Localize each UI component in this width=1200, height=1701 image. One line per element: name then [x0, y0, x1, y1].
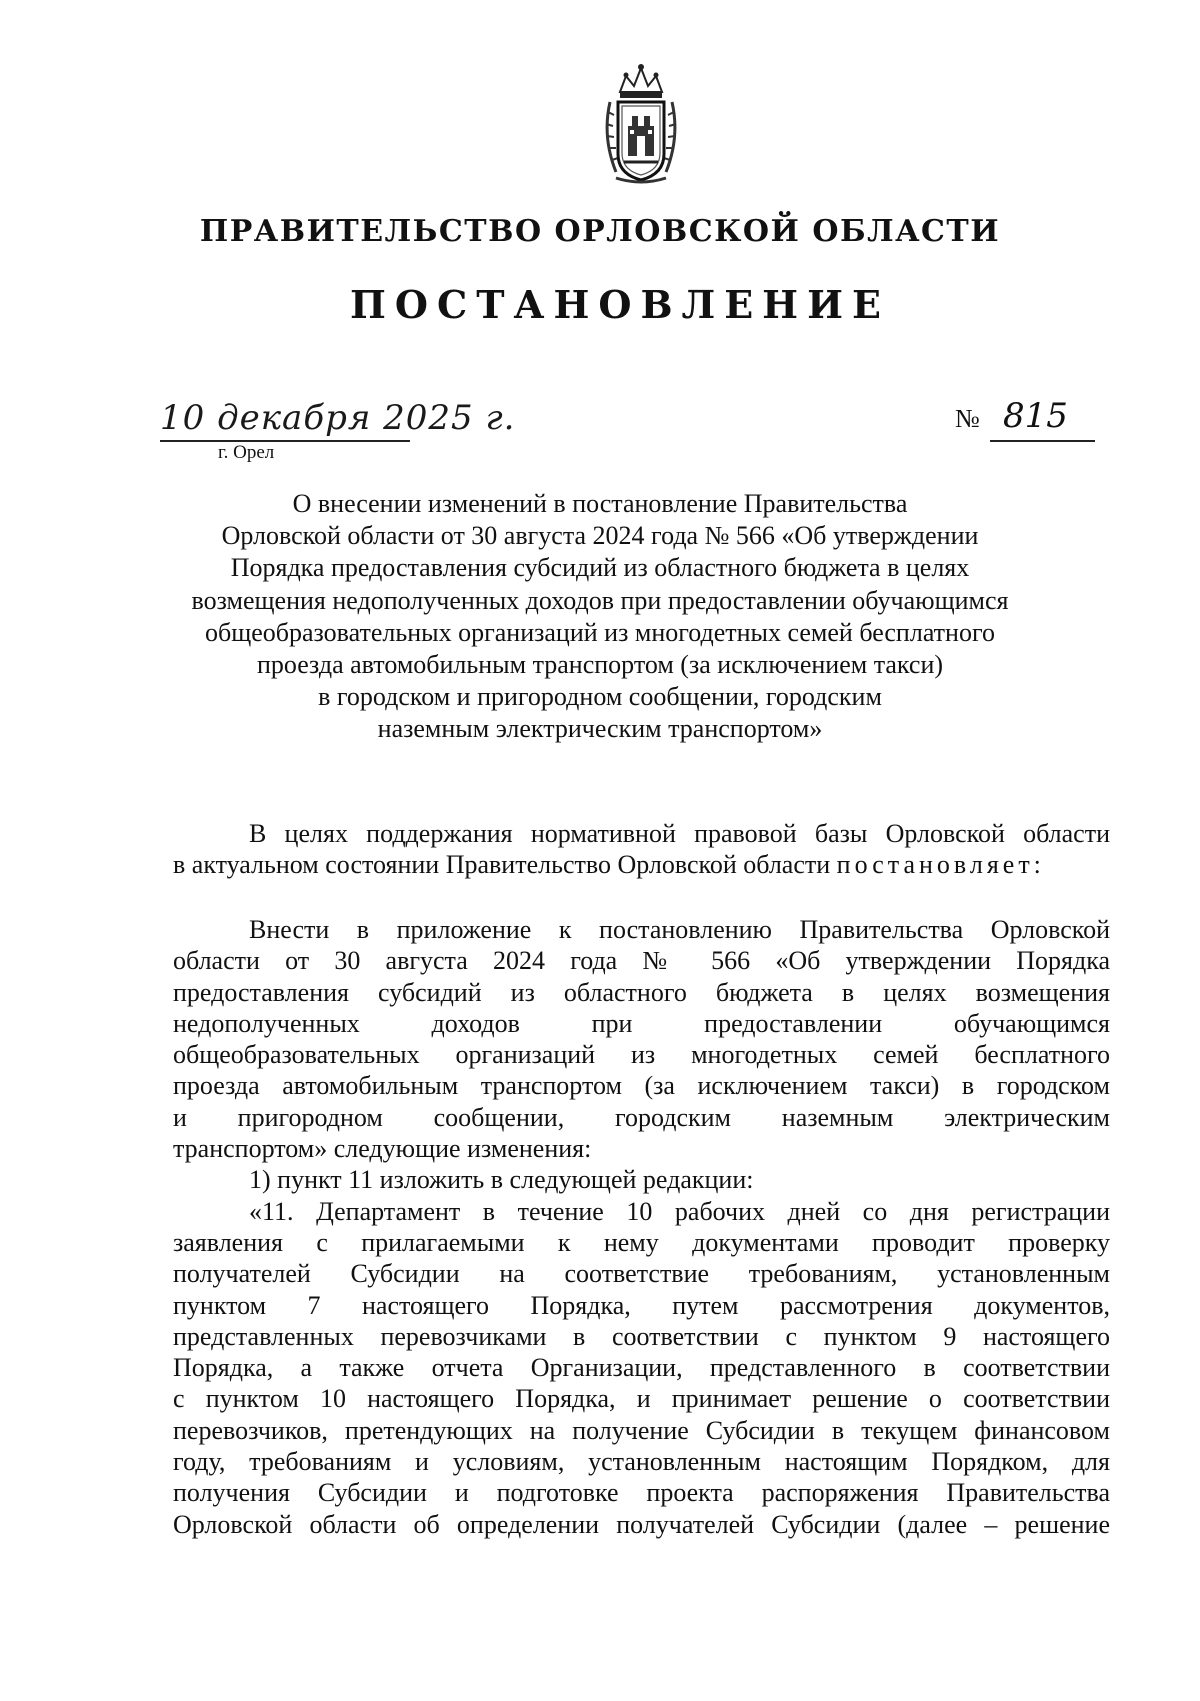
subject-line: общеобразовательных организаций из многодетных семей бесплатного: [205, 617, 995, 647]
organization-title: ПРАВИТЕЛЬСТВО ОРЛОВСКОЙ ОБЛАСТИ: [199, 214, 1001, 249]
body-line: году, требованиям и условиям, установленным настоящим Порядком, для: [173, 1447, 1110, 1477]
number-underline: [990, 440, 1095, 442]
body-line: пунктом 7 настоящего Порядка, путем рассмотрения документов,: [173, 1290, 1110, 1320]
date-underline: [160, 440, 410, 442]
document-number: 815: [1003, 396, 1068, 436]
body-line: и пригородном сообщении, городским наземным электрическим: [173, 1102, 1110, 1132]
body-line: проезда автомобильным транспортом (за исключением такси) в городском: [173, 1071, 1110, 1101]
body-line: получения Субсидии и подготовке проекта распоряжения Правительства: [173, 1478, 1110, 1508]
document-date: 10 декабря 2025 г.: [160, 398, 516, 438]
body-line: области от 30 августа 2024 года № 566 «Об утверждении Порядка: [173, 946, 1110, 976]
body-line: общеобразовательных организаций из многодетных семей бесплатного: [173, 1040, 1110, 1070]
body-line: Внести в приложение к постановлению Правительства Орловской: [249, 915, 1110, 944]
city-label: г. Орел: [218, 442, 275, 463]
body-line: предоставления субсидий из областного бюджета в целях возмещения: [173, 977, 1110, 1007]
preamble-paragraph: [173, 818, 1110, 881]
body-line: Порядка, а также отчета Организации, представленного в соответствии: [173, 1353, 1110, 1383]
coat-of-arms-icon: [598, 62, 684, 186]
document-type-title: ПОСТАНОВЛЕНИЕ: [350, 282, 890, 327]
subject-line: возмещения недополученных доходов при предоставлении обучающимся: [191, 585, 1009, 615]
body-line: представленных перевозчиками в соответствии с пунктом 9 настоящего: [173, 1321, 1110, 1351]
resolution-word: постановляет:: [836, 850, 1045, 880]
subject-line: Порядка предоставления субсидий из областного бюджета в целях: [230, 553, 970, 583]
number-label: [955, 404, 980, 434]
preamble-line: В целях поддержания нормативной правовой базы Орловской области: [249, 819, 1110, 848]
body-line: получателей Субсидии на соответствие требованиям, установленным: [173, 1259, 1110, 1289]
main-text: [173, 914, 1110, 1540]
body-line: недополученных доходов при предоставлении обучающимся: [173, 1008, 1110, 1038]
preamble-text: в актуальном состоянии Правительство Орловской области: [173, 850, 837, 880]
subject-line: наземным электрическим транспортом»: [377, 714, 823, 744]
body-line: заявления с прилагаемыми к нему документами проводит проверку: [173, 1227, 1110, 1257]
body-line: с пунктом 10 настоящего Порядка, и принимает решение о соответствии: [173, 1384, 1110, 1414]
body-line: Орловской области об определении получателей Субсидии (далее – решение: [173, 1509, 1110, 1539]
subject-line: в городском и пригородном сообщении, городским: [318, 682, 882, 712]
document-subject: [140, 488, 1060, 746]
subject-line: О внесении изменений в постановление Правительства: [292, 489, 908, 518]
list-item: 1) пункт 11 изложить в следующей редакции:: [249, 1165, 754, 1195]
body-line: перевозчиков, претендующих на получение Субсидии в текущем финансовом: [173, 1415, 1110, 1445]
body-line: «11. Департамент в течение 10 рабочих дней со дня регистрации: [249, 1196, 1110, 1226]
number-sign: №: [955, 404, 980, 433]
body-line: транспортом» следующие изменения:: [173, 1134, 592, 1164]
subject-line: проезда автомобильным транспортом (за исключением такси): [256, 650, 944, 680]
preamble-line: [173, 849, 1110, 880]
subject-line: Орловской области от 30 августа 2024 года № 566 «Об утверждении: [221, 521, 979, 551]
